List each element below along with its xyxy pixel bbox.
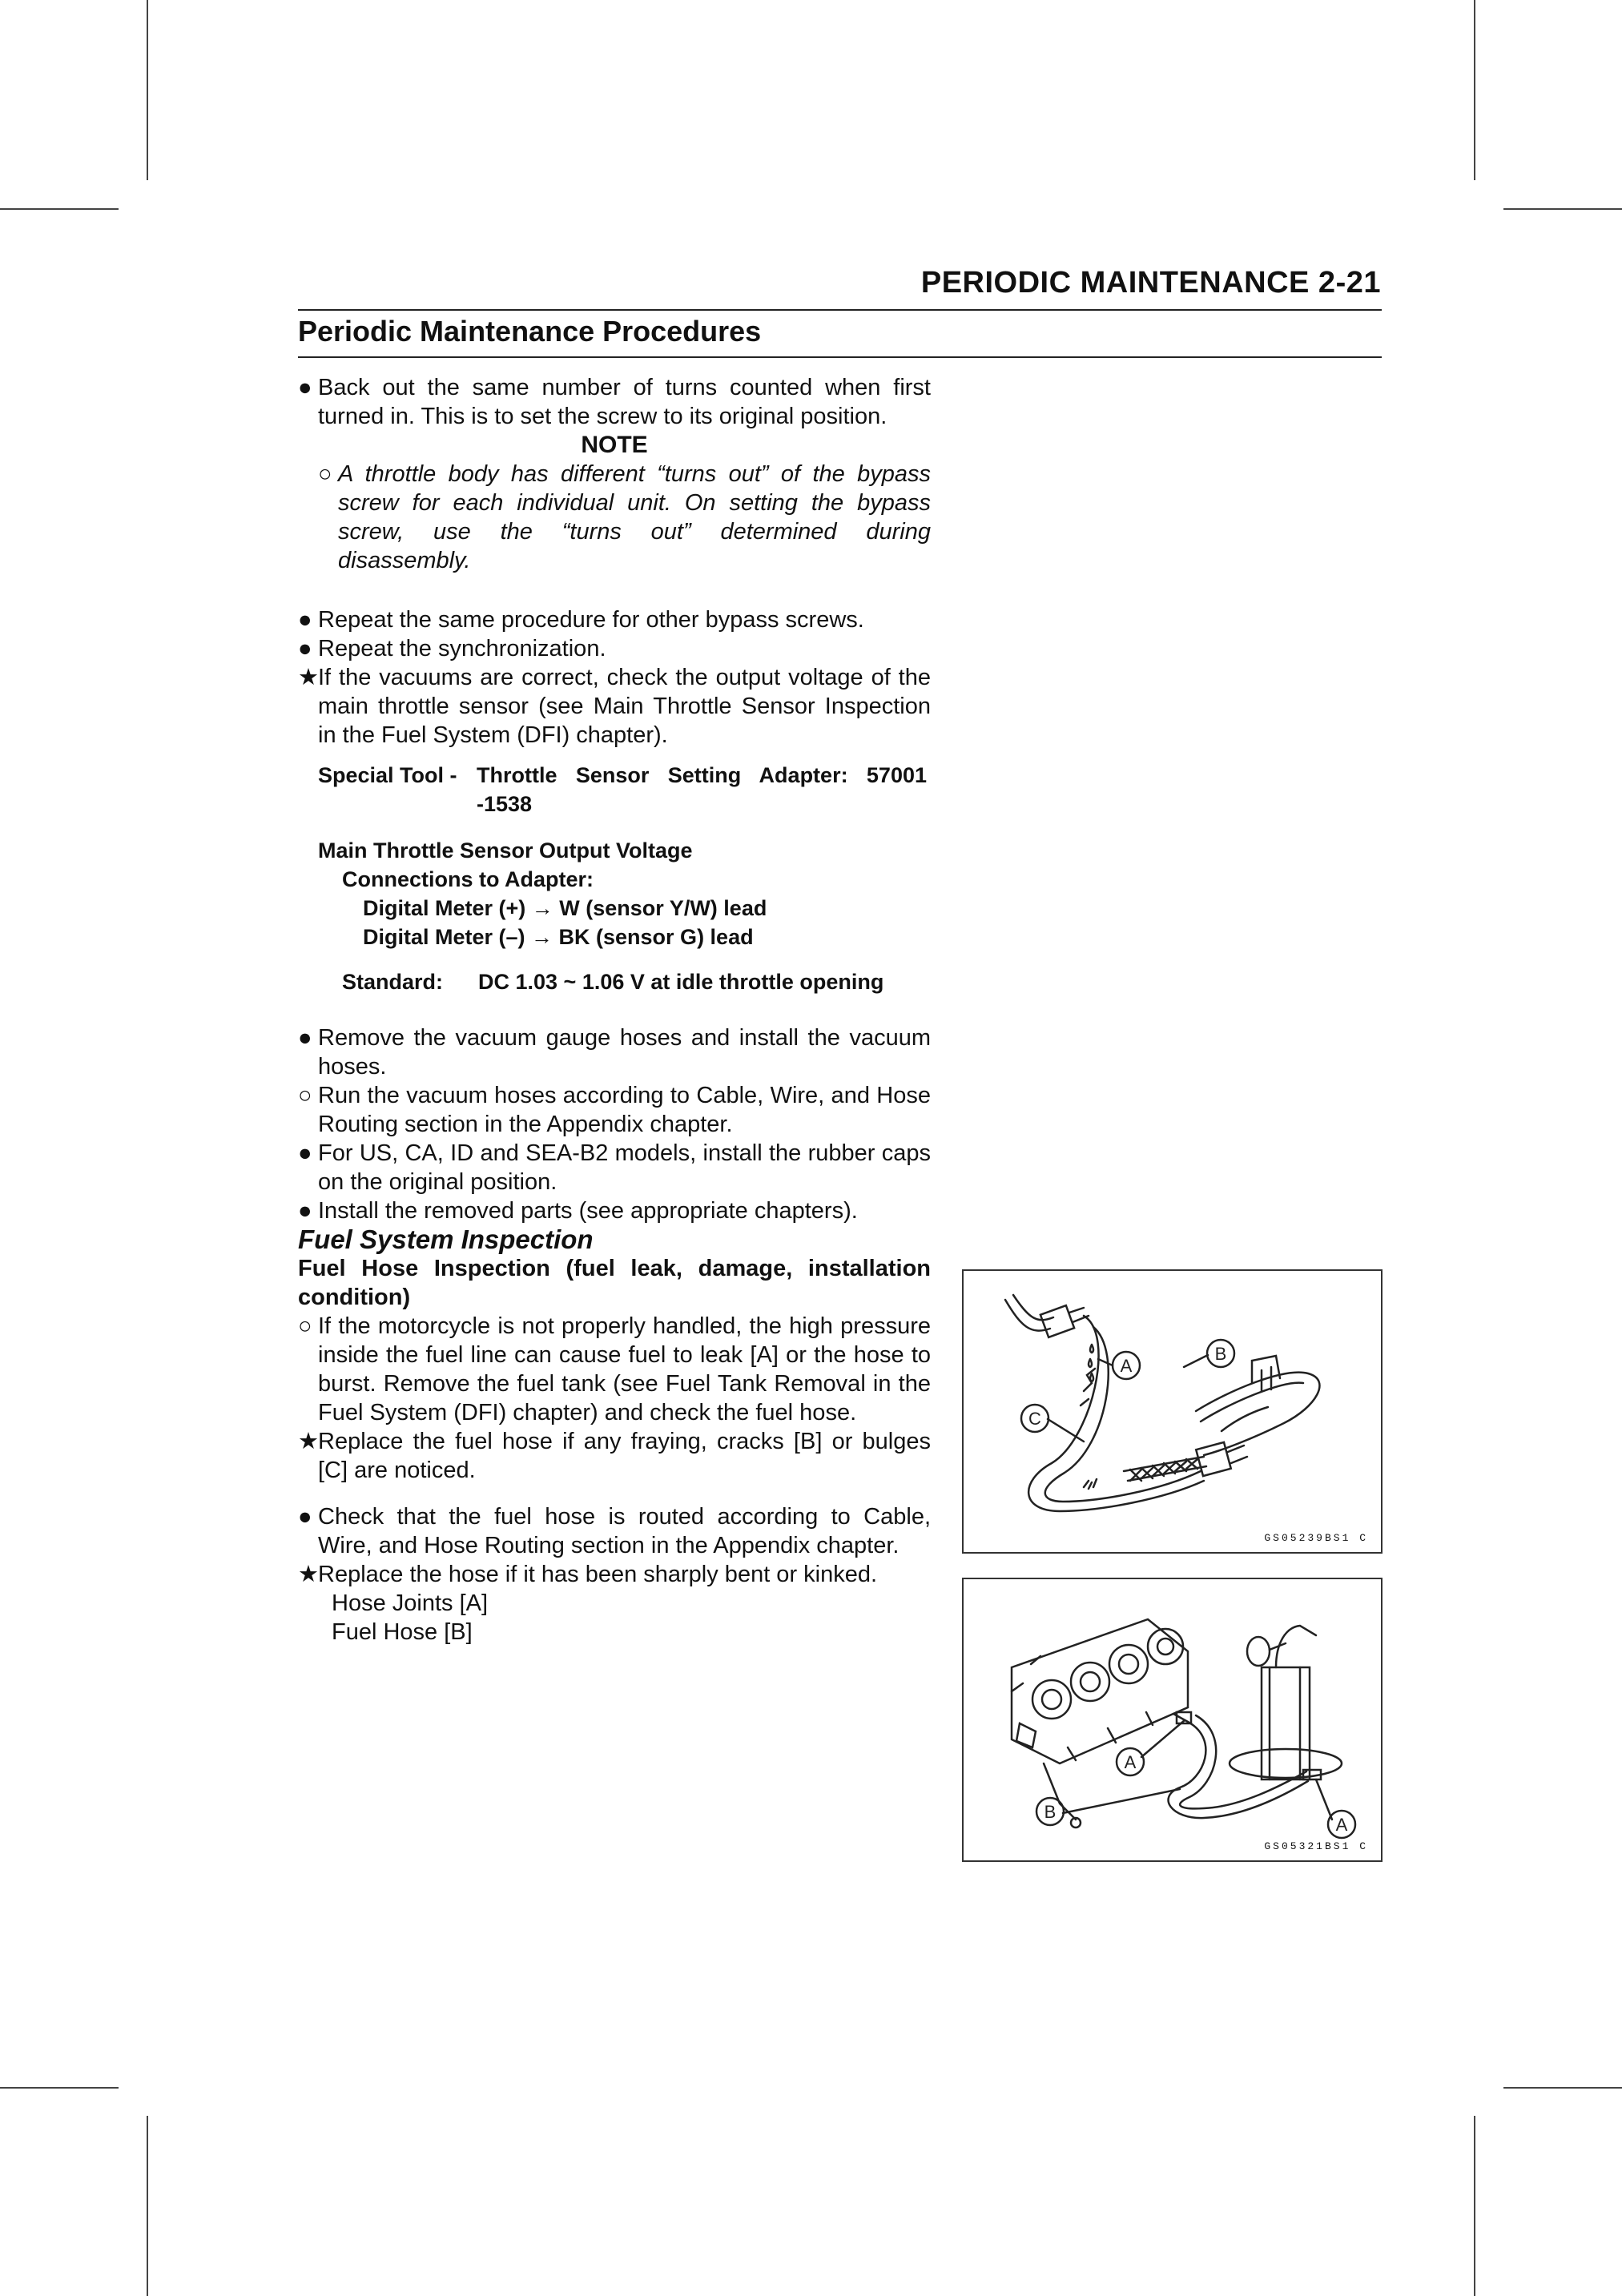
list-item: ★ Replace the fuel hose if any fraying, cracks [B] or bulges [C] are noticed. (298, 1429, 931, 1483)
spec-connections: Connections to Adapter: (342, 867, 594, 891)
crop-mark (1474, 2116, 1475, 2296)
figure-fuel-hose-damage (962, 1269, 1383, 1554)
spec-title: Main Throttle Sensor Output Voltage (318, 838, 693, 863)
callout-a: A (1120, 1356, 1133, 1376)
circle-marker: ○ (298, 1083, 312, 1108)
crop-mark (147, 0, 148, 180)
bullet-marker: ● (298, 607, 312, 633)
page-header-title: PERIODIC MAINTENANCE 2-21 (920, 266, 1381, 300)
main-text-column (298, 373, 931, 1647)
legend-hose-joints: Hose Joints [A] (332, 1590, 489, 1616)
special-tool (298, 761, 931, 818)
list-item: ★ If the vacuums are correct, check the output voltage of the main throttle sensor (see Main Throttle Sensor Inspection in the Fuel System (DFI) chapter). (298, 665, 931, 748)
list-item: ● Remove the vacuum gauge hoses and install the vacuum hoses. (298, 1025, 931, 1080)
special-tool-value: Throttle Sensor Setting Adapter: 57001 -1538 (477, 763, 927, 816)
list-item: ● Install the removed parts (see appropriate chapters). (298, 1198, 858, 1224)
callout-a-joint-2: A (1335, 1815, 1348, 1835)
hose-routing-illustration (964, 1579, 1381, 1860)
spec-standard (298, 967, 931, 996)
list-item: ● Check that the fuel hose is routed according to Cable, Wire, and Hose Routing section in the Appendix chapter. (298, 1504, 931, 1558)
callout-b: B (1214, 1344, 1227, 1364)
list-item: ● Repeat the synchronization. (298, 636, 606, 661)
section-rule (298, 356, 1382, 358)
figure-code: GS05239BS1 C (1264, 1532, 1368, 1544)
bullet-marker: ● (298, 1140, 312, 1166)
header-rule (298, 309, 1382, 311)
bullet-marker: ● (298, 1504, 312, 1530)
star-marker: ★ (298, 1562, 319, 1587)
star-marker: ★ (298, 665, 319, 690)
callout-c: C (1028, 1409, 1041, 1429)
figure-code: GS05321BS1 C (1264, 1840, 1368, 1852)
spec-standard-value: DC 1.03 ~ 1.06 V at idle throttle opening (478, 970, 884, 994)
section-title: Periodic Maintenance Procedures (298, 315, 762, 348)
circle-marker: ○ (318, 461, 332, 487)
crop-mark (0, 208, 119, 210)
list-item: ★ Replace the hose if it has been sharply bent or kinked. (298, 1562, 878, 1587)
list-item: ○ Run the vacuum hoses according to Cable, Wire, and Hose Routing section in the Appendix chapter. (298, 1083, 931, 1137)
list-item: ● Back out the same number of turns counted when first turned in. This is to set the screw to its original position. (298, 375, 931, 429)
callout-b-hose: B (1044, 1802, 1057, 1822)
crop-mark (1474, 0, 1475, 180)
star-marker: ★ (298, 1429, 319, 1454)
circle-marker: ○ (298, 1313, 312, 1339)
list-item: ● Repeat the same procedure for other bypass screws. (298, 607, 864, 633)
crop-mark (147, 2116, 148, 2296)
fuel-hose-subtitle: Fuel Hose Inspection (fuel leak, damage, installation condition) (298, 1256, 931, 1310)
legend-fuel-hose: Fuel Hose [B] (332, 1619, 473, 1645)
bullet-marker: ● (298, 375, 312, 400)
spec-standard-label: Standard: (342, 970, 444, 994)
special-tool-label: Special Tool - (318, 763, 457, 787)
crop-mark (1503, 208, 1622, 210)
spec-digital-minus: Digital Meter (–) → BK (sensor G) lead (363, 925, 754, 949)
bullet-marker: ● (298, 636, 312, 661)
spec-digital-plus: Digital Meter (+) → W (sensor Y/W) lead (363, 896, 767, 920)
crop-mark (0, 2087, 119, 2089)
bullet-marker: ● (298, 1198, 312, 1224)
crop-mark (1503, 2087, 1622, 2089)
figure-hose-routing (962, 1578, 1383, 1862)
list-item: ● For US, CA, ID and SEA-B2 models, install the rubber caps on the original position. (298, 1140, 931, 1195)
note-heading: NOTE (581, 432, 648, 458)
list-item: ○ If the motorcycle is not properly handled, the high pressure inside the fuel line can cause fuel to leak [A] or the hose to burst. Remove the fuel tank (see Fuel Tank Removal in the Fuel System (DFI) chapter) and check the fuel hose. (298, 1313, 931, 1425)
fuel-system-title: Fuel System Inspection (298, 1224, 594, 1254)
callout-a-joint-1: A (1124, 1752, 1137, 1772)
note-item: ○ A throttle body has different “turns out” of the bypass screw for each individual unit. On setting the bypass screw, use the “turns out” determined during disassembly. (318, 461, 931, 573)
fuel-hose-damage-illustration (964, 1271, 1381, 1552)
bullet-marker: ● (298, 1025, 312, 1051)
